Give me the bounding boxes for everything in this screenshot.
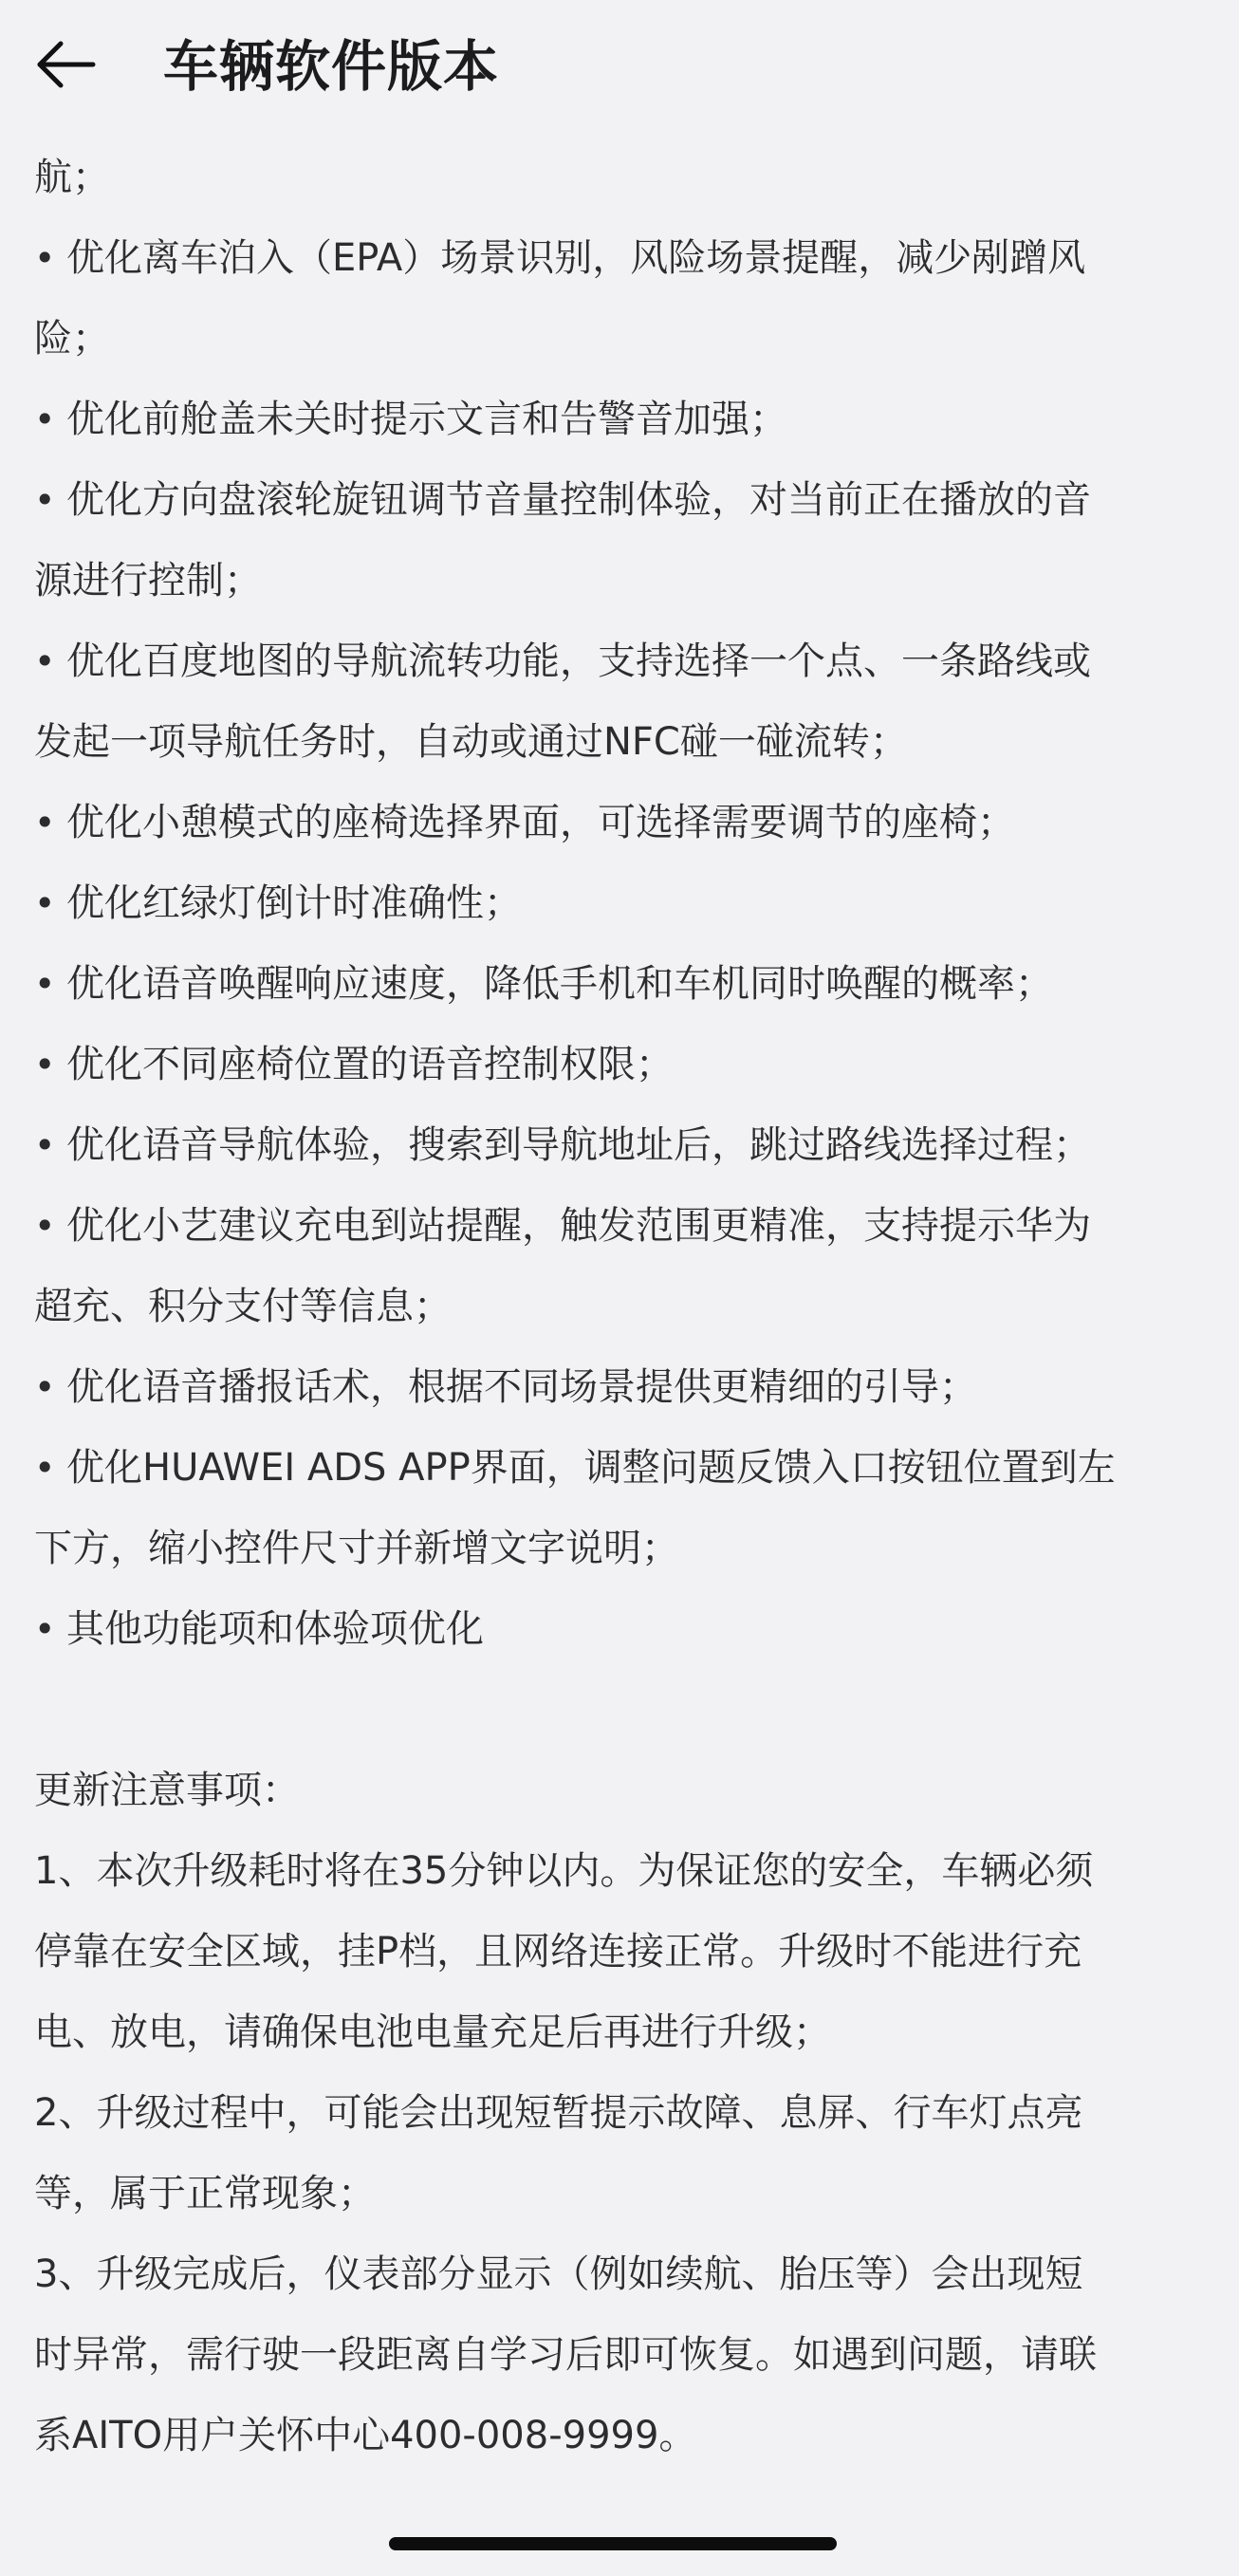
- release-note-item: [34, 621, 1207, 702]
- release-note-text: 下方，缩小控件尺寸并新增文字说明；: [34, 1527, 679, 1570]
- release-note-text: 优化语音唤醒响应速度，降低手机和车机同时唤醒的概率；: [66, 962, 1053, 1006]
- bullet-icon: •: [34, 1608, 56, 1650]
- bullet-icon: •: [34, 398, 56, 440]
- arrow-left-icon: [34, 40, 97, 93]
- notice-line: 1、本次升级耗时将在35分钟以内。为保证您的安全，车辆必须: [34, 1849, 1094, 1893]
- release-note-text: 优化前舱盖未关时提示文言和告警音加强；: [66, 398, 787, 441]
- page-title: 车辆软件版本: [163, 34, 500, 99]
- notices-heading: 更新注意事项：: [34, 1769, 300, 1812]
- release-note-continuation: [34, 702, 1207, 783]
- top-bar: [0, 0, 1239, 133]
- section-spacer: [34, 1670, 1207, 1751]
- release-note-item: [34, 218, 1207, 299]
- bullet-icon: •: [34, 237, 56, 279]
- notice-line: 等，属于正常现象；: [34, 2172, 376, 2215]
- release-note-item: [34, 1105, 1207, 1186]
- bullet-icon: •: [34, 1044, 56, 1085]
- release-note-text: 优化红绿灯倒计时准确性；: [66, 881, 522, 925]
- bullet-icon: •: [34, 1366, 56, 1408]
- bullet-icon: •: [34, 1447, 56, 1489]
- release-note-item: [34, 1589, 1207, 1670]
- release-note-item: [34, 944, 1207, 1025]
- release-note-text: 优化小憩模式的座椅选择界面，可选择需要调节的座椅；: [66, 801, 1015, 844]
- notice-line: 电、放电，请确保电池电量充足后再进行升级；: [34, 2011, 831, 2054]
- release-note-item: [34, 1186, 1207, 1267]
- release-note-item: [34, 380, 1207, 460]
- bullet-icon: •: [34, 882, 56, 924]
- release-note-continuation: [34, 138, 1207, 218]
- bullet-icon: •: [34, 1205, 56, 1247]
- bullet-icon: •: [34, 1124, 56, 1166]
- release-note-continuation: [34, 1267, 1207, 1347]
- release-note-item: [34, 863, 1207, 944]
- back-button[interactable]: [34, 28, 114, 104]
- release-note-text: 超充、积分支付等信息；: [34, 1285, 452, 1328]
- release-note-text: 险；: [34, 317, 110, 361]
- release-notes-list: [34, 138, 1207, 1670]
- release-note-item: [34, 1428, 1207, 1509]
- release-note-text: 其他功能项和体验项优化: [66, 1607, 484, 1651]
- bullet-icon: •: [34, 802, 56, 843]
- release-note-text: 优化小艺建议充电到站提醒，触发范围更精准，支持提示华为: [66, 1204, 1091, 1248]
- release-notes-content: [34, 138, 1207, 2476]
- notice-line: 时异常，需行驶一段距离自学习后即可恢复。如遇到问题，请联: [34, 2333, 1097, 2377]
- release-note-text: 发起一项导航任务时，自动或通过NFC碰一碰流转；: [34, 720, 908, 764]
- bullet-icon: •: [34, 963, 56, 1005]
- release-note-text: 优化方向盘滚轮旋钮调节音量控制体验，对当前正在播放的音: [66, 478, 1091, 522]
- release-note-continuation: [34, 541, 1207, 621]
- notice-line: 3、升级完成后，仪表部分显示（例如续航、胎压等）会出现短: [34, 2252, 1083, 2296]
- release-note-text: 优化百度地图的导航流转功能，支持选择一个点、一条路线或: [66, 639, 1091, 683]
- notices-list: [34, 1831, 1207, 2476]
- release-note-item: [34, 783, 1207, 863]
- release-note-text: 优化语音导航体验，搜索到导航地址后，跳过路线选择过程；: [66, 1123, 1091, 1167]
- bullet-icon: •: [34, 479, 56, 521]
- notice-line: 停靠在安全区域，挂P档，且网络连接正常。升级时不能进行充: [34, 1930, 1082, 1974]
- release-note-text: 优化离车泊入（EPA）场景识别，风险场景提醒，减少剐蹭风: [66, 236, 1086, 280]
- release-note-text: 优化HUAWEI ADS APP界面，调整问题反馈入口按钮位置到左: [66, 1446, 1116, 1490]
- release-note-item: [34, 460, 1207, 541]
- release-note-continuation: [34, 299, 1207, 380]
- release-note-text: 航；: [34, 156, 110, 199]
- release-note-item: [34, 1025, 1207, 1105]
- notice-line: 系AITO用户关怀中心400-008-9999。: [34, 2414, 697, 2457]
- release-note-continuation: [34, 1509, 1207, 1589]
- release-note-text: 优化语音播报话术，根据不同场景提供更精细的引导；: [66, 1365, 977, 1409]
- home-indicator[interactable]: [389, 2537, 837, 2550]
- bullet-icon: •: [34, 640, 56, 682]
- notice-line: 2、升级过程中，可能会出现短暂提示故障、息屏、行车灯点亮: [34, 2091, 1083, 2135]
- release-note-text: 源进行控制；: [34, 559, 262, 602]
- release-note-text: 优化不同座椅位置的语音控制权限；: [66, 1043, 674, 1086]
- release-note-item: [34, 1347, 1207, 1428]
